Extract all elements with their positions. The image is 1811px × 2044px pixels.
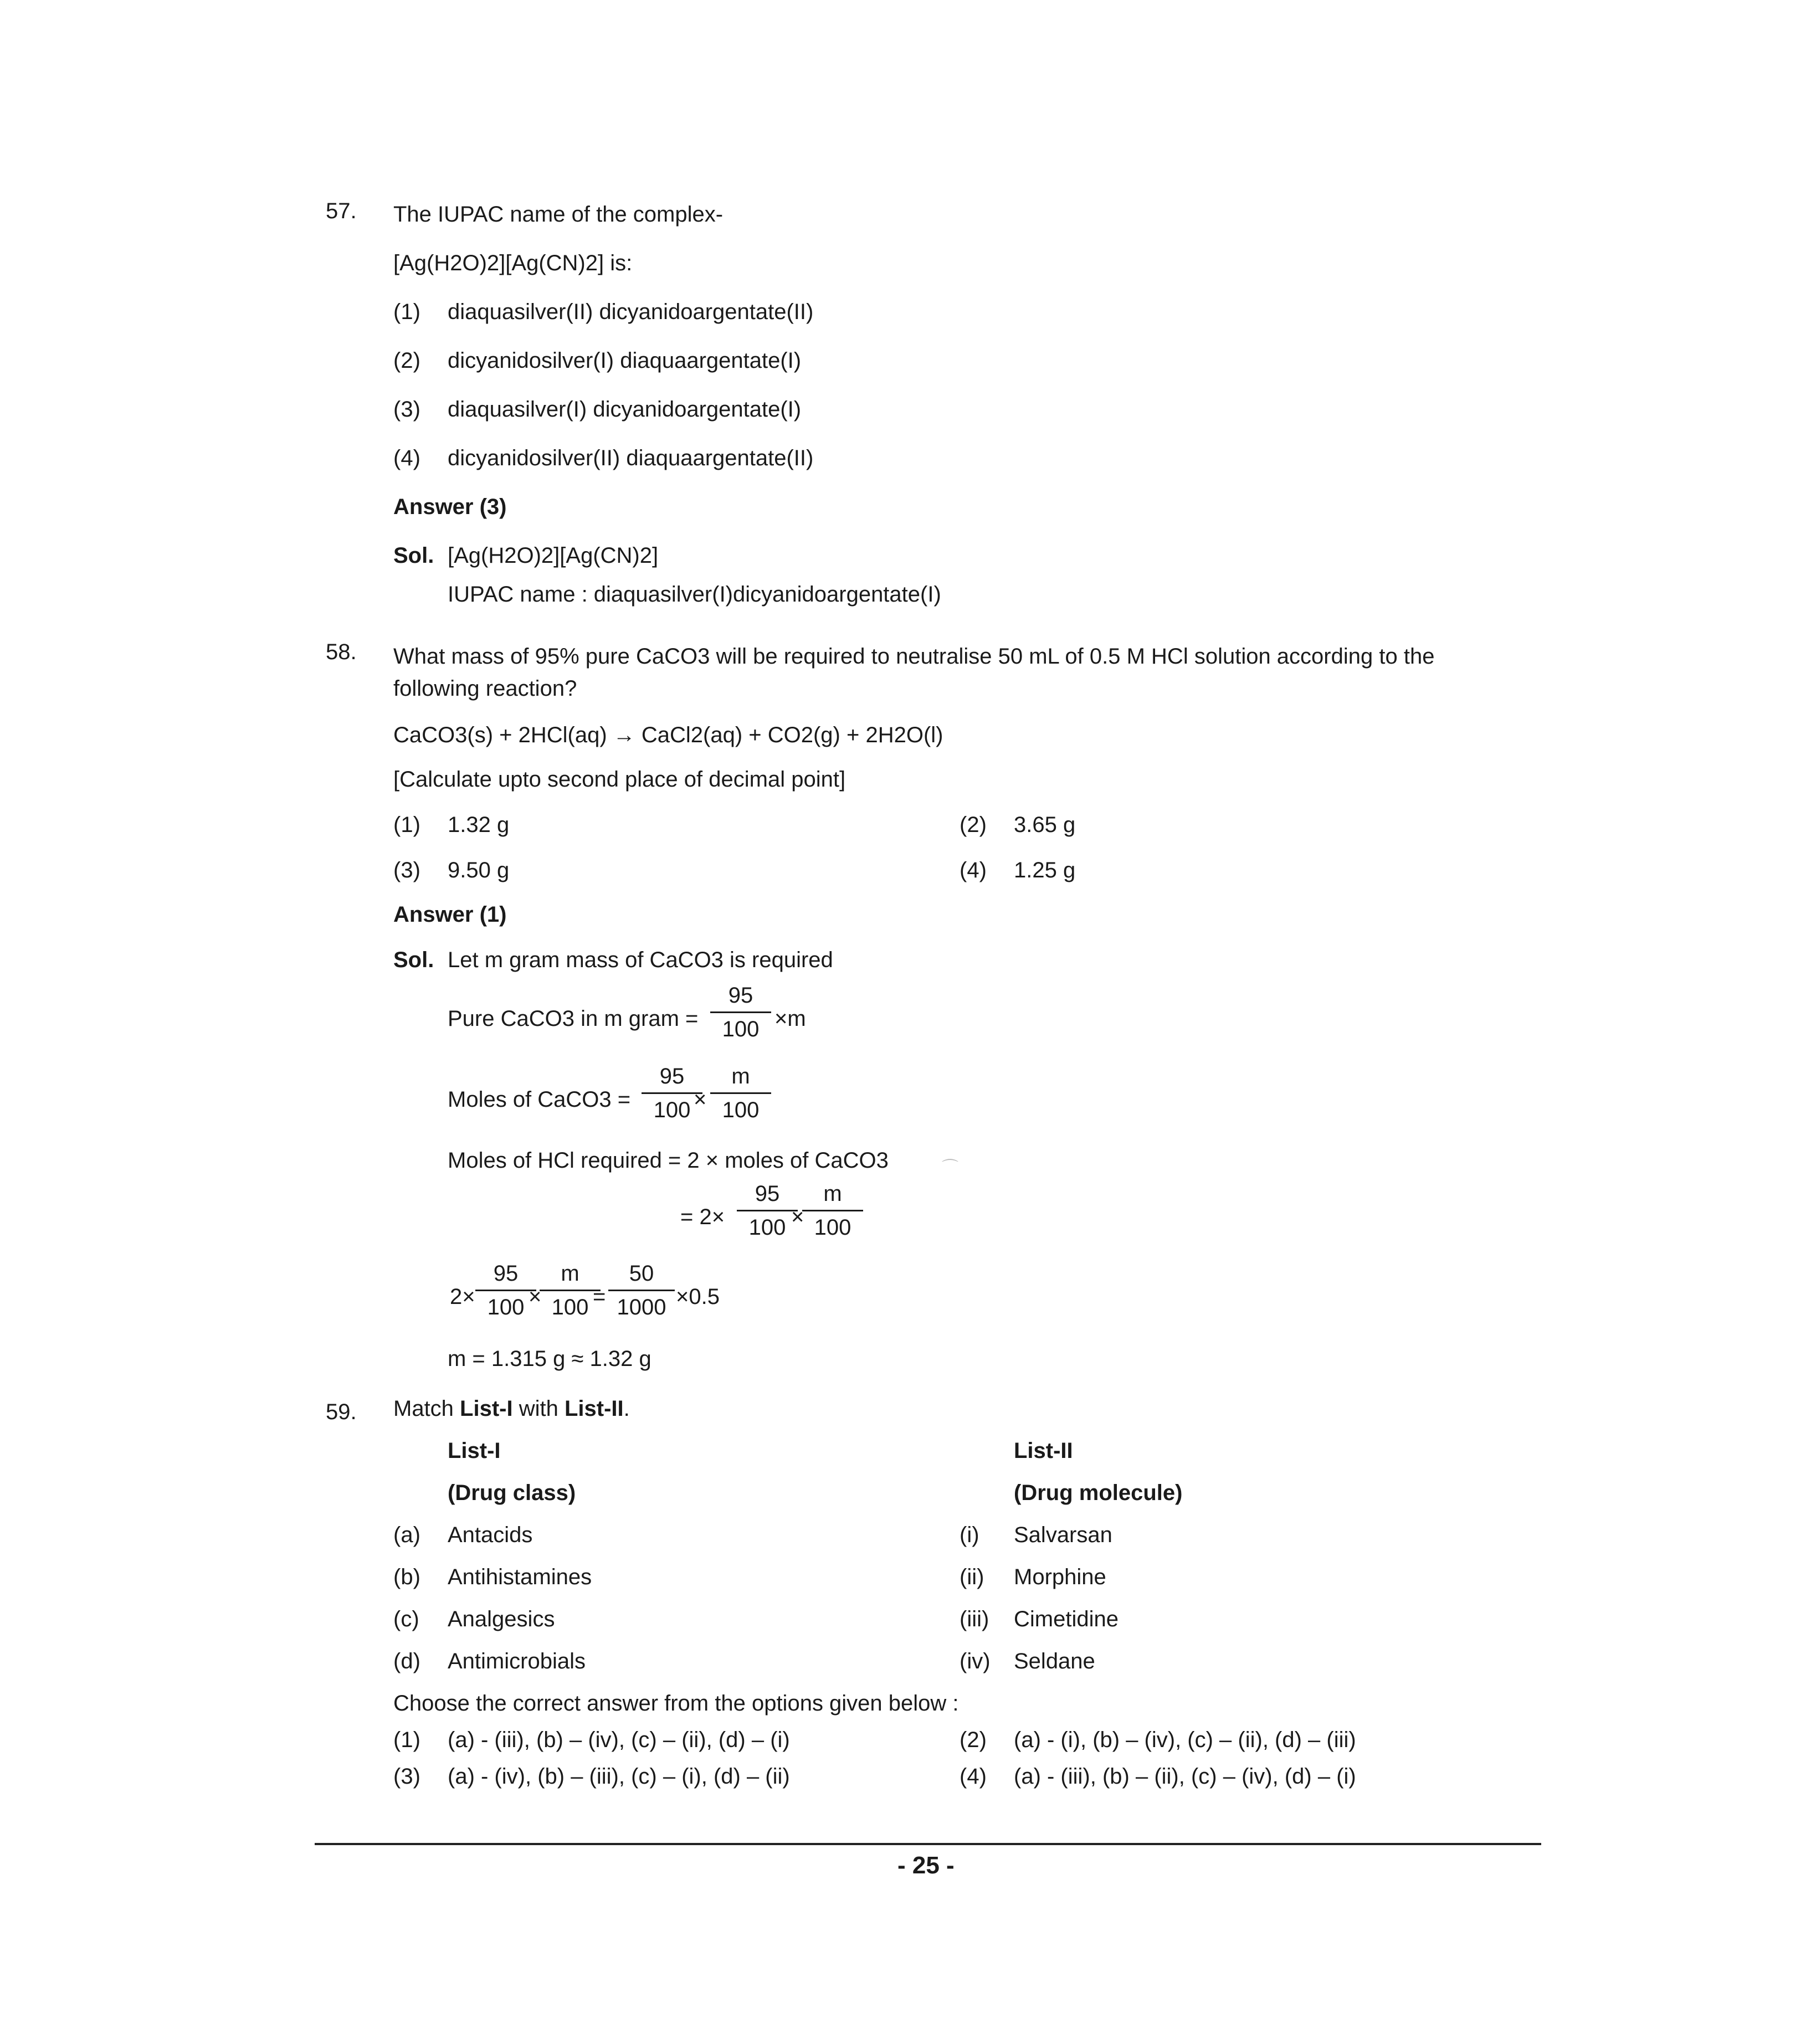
equals-sign: = bbox=[593, 1285, 606, 1309]
fraction-95-100 bbox=[475, 1260, 536, 1321]
times-sign: × bbox=[791, 1205, 804, 1229]
q57-sol-label: Sol. bbox=[393, 543, 434, 568]
list2-item: Morphine bbox=[1014, 1565, 1106, 1589]
q59-option-label: (4) bbox=[960, 1764, 987, 1789]
q58-note: [Calculate upto second place of decimal point] bbox=[393, 767, 846, 792]
q57-formula: [Ag(H2O)2][Ag(CN)2] is: bbox=[393, 251, 633, 275]
q58-stem: following reaction? bbox=[393, 676, 577, 701]
denominator: 100 bbox=[487, 1295, 525, 1319]
q57-stem: The IUPAC name of the complex- bbox=[393, 202, 724, 227]
denominator: 100 bbox=[722, 1098, 760, 1122]
q57-answer: Answer (3) bbox=[393, 495, 507, 519]
numerator: 95 bbox=[755, 1182, 780, 1206]
fraction-95-100 bbox=[737, 1180, 798, 1241]
q57-option-label: (2) bbox=[393, 348, 420, 373]
q59-option-text: (a) - (iii), (b) – (ii), (c) – (iv), (d) – (i) bbox=[1014, 1764, 1356, 1789]
q59-stem-list1: List-I bbox=[460, 1396, 513, 1421]
numerator: 95 bbox=[659, 1064, 685, 1088]
fraction-bar bbox=[737, 1210, 798, 1211]
footer-divider bbox=[315, 1843, 1541, 1845]
fraction-bar bbox=[710, 1092, 771, 1094]
list2-label: (iv) bbox=[960, 1649, 991, 1673]
equals-two-times: = 2× bbox=[680, 1205, 725, 1229]
list2-item: Salvarsan bbox=[1014, 1523, 1112, 1547]
denominator: 100 bbox=[748, 1215, 786, 1240]
q58-option-text: 1.32 g bbox=[448, 813, 510, 837]
stray-mark: ⌒ bbox=[942, 1159, 958, 1177]
q57-option-label: (1) bbox=[393, 300, 420, 324]
denominator: 100 bbox=[551, 1295, 589, 1319]
q58-option-label: (3) bbox=[393, 858, 420, 882]
list2-heading: List-II bbox=[1014, 1439, 1073, 1463]
q57-sol-line: [Ag(H2O)2][Ag(CN)2] bbox=[448, 543, 659, 568]
q58-option-label: (1) bbox=[393, 813, 420, 837]
q58-stem: What mass of 95% pure CaCO3 will be required to neutralise 50 mL of 0.5 M HCl solution according to the bbox=[393, 644, 1435, 669]
q59-option-label: (2) bbox=[960, 1728, 987, 1752]
q59-stem-list2: List-II bbox=[564, 1396, 624, 1421]
numerator: m bbox=[561, 1261, 579, 1286]
q58-option-text: 3.65 g bbox=[1014, 813, 1076, 837]
list1-label: (b) bbox=[393, 1565, 420, 1589]
numerator: 95 bbox=[728, 983, 753, 1008]
q59-stem-mid: with bbox=[512, 1396, 565, 1421]
list1-item: Antimicrobials bbox=[448, 1649, 586, 1673]
fraction-95-100 bbox=[710, 982, 771, 1043]
q59-stem-end: . bbox=[623, 1396, 630, 1421]
q58-option-label: (4) bbox=[960, 858, 987, 882]
page-number: - 25 - bbox=[897, 1852, 955, 1879]
numerator: 95 bbox=[493, 1261, 519, 1286]
numerator: 50 bbox=[629, 1261, 654, 1286]
fraction-bar bbox=[608, 1290, 675, 1291]
times-sign: × bbox=[529, 1285, 542, 1309]
denominator: 100 bbox=[814, 1215, 851, 1240]
q58-moles-label: Moles of CaCO3 = bbox=[448, 1087, 631, 1112]
fraction-bar bbox=[710, 1011, 771, 1013]
question-number-57: 57. bbox=[326, 199, 357, 223]
list1-item: Analgesics bbox=[448, 1607, 555, 1631]
list1-label: (a) bbox=[393, 1523, 420, 1547]
fraction-bar bbox=[802, 1210, 863, 1211]
q57-option-label: (4) bbox=[393, 446, 420, 470]
list2-label: (ii) bbox=[960, 1565, 984, 1589]
list2-item: Cimetidine bbox=[1014, 1607, 1119, 1631]
q58-option-text: 9.50 g bbox=[448, 858, 510, 882]
q59-option-text: (a) - (i), (b) – (iv), (c) – (ii), (d) – (iii) bbox=[1014, 1728, 1356, 1752]
fraction-m-100 bbox=[710, 1062, 771, 1124]
fraction-m-100 bbox=[802, 1180, 863, 1241]
denominator: 100 bbox=[722, 1017, 760, 1041]
numerator: m bbox=[731, 1064, 750, 1088]
times-half: ×0.5 bbox=[676, 1285, 720, 1309]
q58-option-label: (2) bbox=[960, 813, 987, 837]
list1-label: (d) bbox=[393, 1649, 420, 1673]
fraction-bar bbox=[540, 1290, 601, 1291]
q58-option-text: 1.25 g bbox=[1014, 858, 1076, 882]
times-sign: × bbox=[694, 1087, 707, 1112]
q57-option-text: diaquasilver(I) dicyanidoargentate(I) bbox=[448, 397, 802, 422]
q57-option-text: dicyanidosilver(I) diaquaargentate(I) bbox=[448, 348, 802, 373]
q58-pure-label: Pure CaCO3 in m gram = bbox=[448, 1006, 699, 1031]
list1-item: Antihistamines bbox=[448, 1565, 592, 1589]
q59-stem-pre: Match bbox=[393, 1396, 460, 1421]
question-number-58: 58. bbox=[326, 640, 357, 664]
q58-sol-line: Let m gram mass of CaCO3 is required bbox=[448, 948, 833, 972]
q59-stem bbox=[393, 1395, 630, 1422]
q57-sol-line: IUPAC name : diaquasilver(I)dicyanidoargentate(I) bbox=[448, 582, 941, 607]
q59-option-text: (a) - (iii), (b) – (iv), (c) – (ii), (d) – (i) bbox=[448, 1728, 790, 1752]
times-m: ×m bbox=[774, 1006, 806, 1031]
q59-option-label: (3) bbox=[393, 1764, 420, 1789]
list1-subheading: (Drug class) bbox=[448, 1481, 576, 1505]
q57-option-label: (3) bbox=[393, 397, 420, 422]
list1-item: Antacids bbox=[448, 1523, 533, 1547]
q59-option-label: (1) bbox=[393, 1728, 420, 1752]
q58-reaction: CaCO3(s) + 2HCl(aq) → CaCl2(aq) + CO2(g) + 2H2O(l) bbox=[393, 723, 943, 747]
q57-option-text: dicyanidosilver(II) diaquaargentate(II) bbox=[448, 446, 814, 470]
list2-label: (i) bbox=[960, 1523, 979, 1547]
q59-choose: Choose the correct answer from the options given below : bbox=[393, 1691, 959, 1716]
denominator: 100 bbox=[653, 1098, 691, 1122]
q57-option-text: diaquasilver(II) dicyanidoargentate(II) bbox=[448, 300, 814, 324]
list2-item: Seldane bbox=[1014, 1649, 1095, 1673]
fraction-m-100 bbox=[540, 1260, 601, 1321]
two-times: 2× bbox=[450, 1285, 475, 1309]
q58-answer: Answer (1) bbox=[393, 902, 507, 927]
q58-final: m = 1.315 g ≈ 1.32 g bbox=[448, 1347, 651, 1371]
list1-label: (c) bbox=[393, 1607, 419, 1631]
fraction-bar bbox=[475, 1290, 536, 1291]
fraction-50-1000 bbox=[608, 1260, 675, 1321]
question-number-59: 59. bbox=[326, 1400, 357, 1424]
q59-option-text: (a) - (iv), (b) – (iii), (c) – (i), (d) – (ii) bbox=[448, 1764, 790, 1789]
list2-label: (iii) bbox=[960, 1607, 989, 1631]
list1-heading: List-I bbox=[448, 1439, 501, 1463]
denominator: 1000 bbox=[617, 1295, 666, 1319]
numerator: m bbox=[823, 1182, 842, 1206]
list2-subheading: (Drug molecule) bbox=[1014, 1481, 1183, 1505]
q58-sol-label: Sol. bbox=[393, 948, 434, 972]
q58-hcl-line: Moles of HCl required = 2 × moles of CaCO3 bbox=[448, 1148, 889, 1173]
